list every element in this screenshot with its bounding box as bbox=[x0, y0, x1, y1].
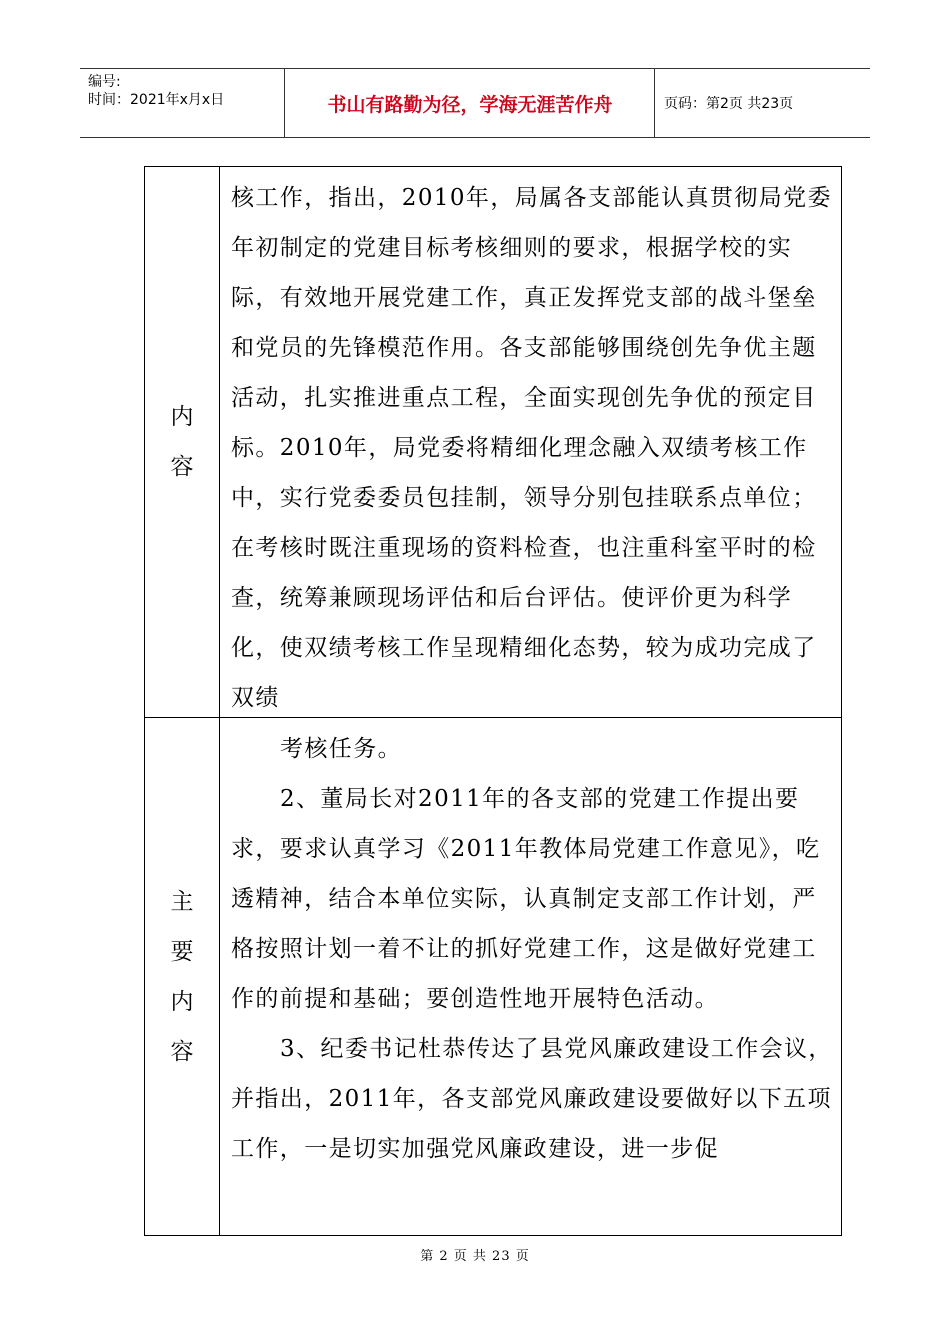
header-slogan: 书山有路勤为径，学海无涯苦作舟 bbox=[327, 93, 613, 116]
label-char: 内 bbox=[170, 404, 194, 430]
table-row bbox=[145, 167, 841, 718]
page-header bbox=[80, 68, 870, 138]
content-paragraph: 3、纪委书记杜恭传达了县党风廉政建设工作会议，并指出，2011年，各支部党风廉政建设要做好以下五项工作，一是切实加强党风廉政建设，进一步促 bbox=[231, 1036, 833, 1162]
content-paragraph: 2、董局长对2011年的各支部的党建工作提出要求，要求认真学习《2011年教体局党建工作意见》，吃透精神，结合本单位实际，认真制定支部工作计划，严格按照计划一着不让的抓好党建工作，这是做好党建工作的前提和基础；要创造性地开展特色活动。 bbox=[231, 786, 821, 1012]
label-char: 主 bbox=[170, 888, 194, 915]
label-char: 容 bbox=[170, 1038, 194, 1065]
page-footer: 第 2 页 共 23 页 bbox=[420, 1249, 530, 1264]
content-paragraph: 核工作，指出，2010年，局属各支部能认真贯彻局党委年初制定的党建目标考核细则的要求，根据学校的实际，有效地开展党建工作，真正发挥党支部的战斗堡垒和党员的先锋模范作用。各支部能够围绕创先争优主题活动，扎实推进重点工程，全面实现创先争优的预定目标。2010年，局党委将精细化理念融入双绩考核工作中，实行党委委员包挂制，领导分别包挂联系点单位；在考核时既注重现场的资料检查，也注重科室平时的检查，统筹兼顾现场评估和后台评估。使评价更为科学化，使双绩考核工作呈现精细化态势，较为成功完成了双绩 bbox=[231, 185, 832, 711]
content-paragraph: 考核任务。 bbox=[280, 736, 402, 762]
header-divider bbox=[284, 69, 285, 137]
row-label bbox=[145, 167, 220, 717]
time-line: 时间：2021年x月x日 bbox=[88, 92, 225, 108]
header-page-info: 页码：第2页 共23页 bbox=[664, 96, 794, 112]
header-meta bbox=[88, 73, 284, 133]
row-content bbox=[231, 173, 833, 723]
row-content bbox=[231, 724, 833, 1174]
label-char: 容 bbox=[170, 454, 194, 480]
serial-label: 编号: bbox=[88, 74, 121, 90]
label-char: 要 bbox=[170, 938, 194, 965]
row-label bbox=[145, 718, 220, 1235]
label-char: 内 bbox=[170, 988, 194, 1015]
header-divider bbox=[654, 69, 655, 137]
content-table bbox=[144, 166, 842, 1236]
table-row bbox=[145, 718, 841, 1235]
